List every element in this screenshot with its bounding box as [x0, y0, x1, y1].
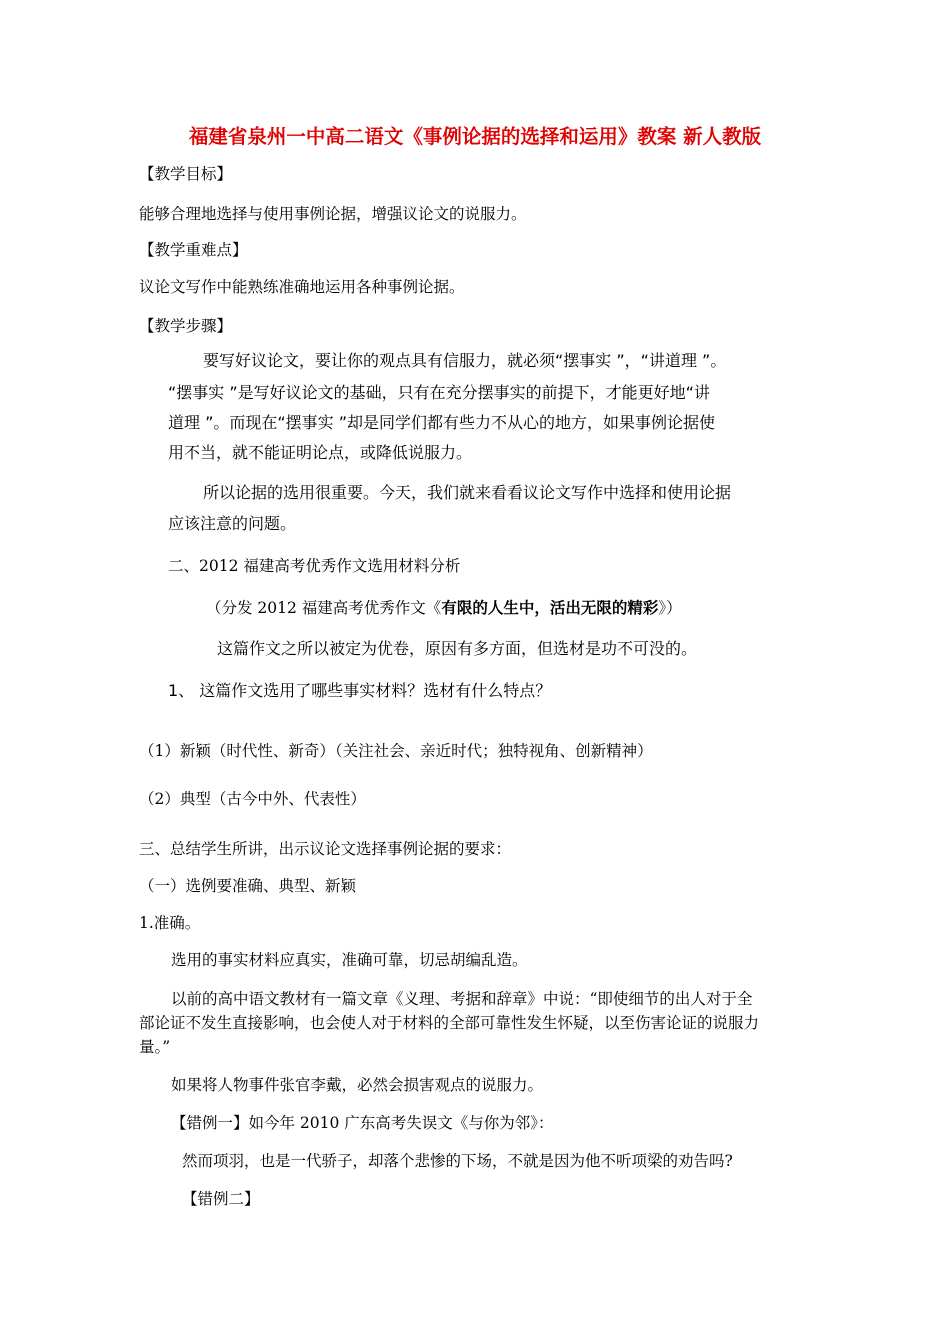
handout-line: [206, 598, 682, 618]
subsection-1: （一）选例要准确、典型、新颖: [139, 877, 357, 895]
intro-line-1: 要写好议论文，要让你的观点具有信服力，就必须“摆事实 ”，“讲道理 ”。: [203, 351, 727, 370]
intro2-line-2: 应该注意的问题。: [168, 514, 297, 533]
quote-line-2: 部论证不发生直接影响，也会使人对于材料的全部可靠性发生怀疑，以至伤害论证的说服力: [139, 1014, 760, 1032]
intro-line-2: “摆事实 ”是写好议论文的基础，只有在充分摆事实的前提下，才能更好地“讲: [168, 383, 710, 402]
handout-note: 这篇作文之所以被定为优卷，原因有多方面，但选材是功不可没的。: [217, 639, 698, 658]
heading-keypoints: 【教学重难点】: [139, 241, 248, 259]
quote-line-3: 量。”: [139, 1038, 171, 1056]
page-title: 福建省泉州一中高二语文《事例论据的选择和运用》教案 新人教版: [188, 125, 762, 148]
section-3-heading: 三、总结学生所讲，出示议论文选择事例论据的要求：: [139, 840, 512, 858]
intro-line-4: 用不当，就不能证明论点，或降低说服力。: [168, 443, 473, 462]
keypoints-text: 议论文写作中能熟练准确地运用各种事例论据。: [139, 278, 465, 296]
handout-essay-title: 有限的人生中，活出无限的精彩: [441, 598, 659, 617]
item-1-heading: 1.准确。: [139, 914, 201, 932]
heading-steps: 【教学步骤】: [139, 317, 233, 335]
question-1: 1、 这篇作文选用了哪些事实材料？选材有什么特点？: [168, 681, 552, 700]
error-example-2: 【错例二】: [182, 1190, 260, 1208]
item-1-text: 选用的事实材料应真实，准确可靠，切忌胡编乱造。: [171, 951, 528, 969]
quote-line-1: 以前的高中语文教材有一篇文章《义理、考据和辞章》中说：“即使细节的出人对于全: [171, 990, 753, 1008]
note-text: 如果将人物事件张官李戴，必然会损害观点的说服力。: [171, 1076, 544, 1094]
answer-2: （2）典型（古今中外、代表性）: [139, 790, 366, 808]
section-2-heading: 二、2012 福建高考优秀作文选用材料分析: [168, 557, 461, 575]
handout-prefix: （分发 2012 福建高考优秀作文《: [206, 599, 442, 617]
heading-objective: 【教学目标】: [139, 165, 233, 183]
error-example-1-text: 然而项羽，也是一代骄子，却落个悲惨的下场，不就是因为他不听项梁的劝告吗?: [182, 1152, 733, 1170]
intro-line-3: 道理 ”。而现在“摆事实 ”却是同学们都有些力不从心的地方，如果事例论据使: [168, 413, 716, 432]
intro2-line-1: 所以论据的选用很重要。今天，我们就来看看议论文写作中选择和使用论据: [203, 483, 732, 502]
handout-suffix: 》）: [658, 599, 682, 617]
answer-1: （1）新颖（时代性、新奇）（关注社会、亲近时代；独特视角、创新精神）: [139, 742, 653, 760]
objective-text: 能够合理地选择与使用事例论据，增强议论文的说服力。: [139, 205, 527, 223]
error-example-1: 【错例一】如今年 2010 广东高考失误文《与你为邻》：: [171, 1114, 554, 1132]
